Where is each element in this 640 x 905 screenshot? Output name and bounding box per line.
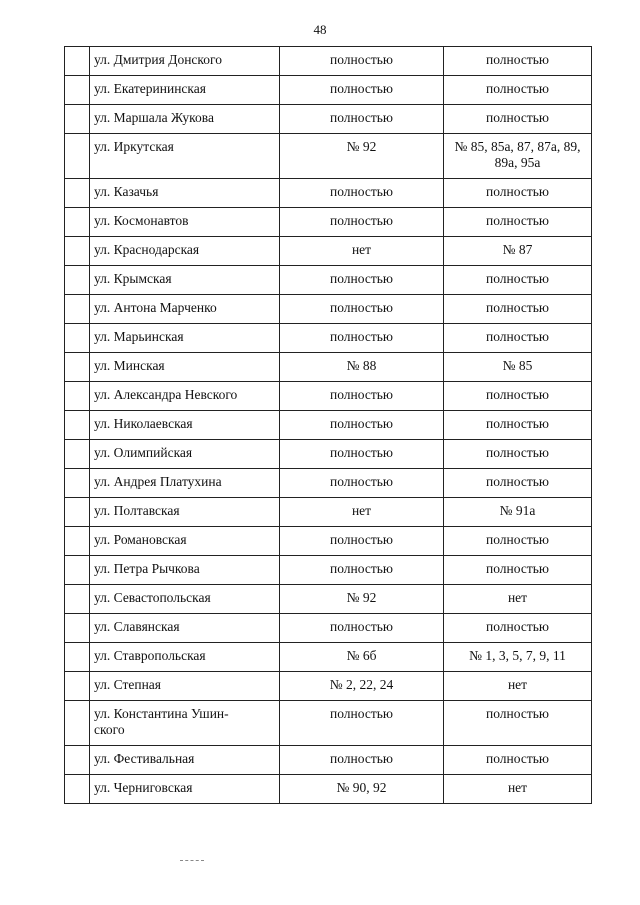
coverage-odd-side: полностью <box>444 556 592 585</box>
coverage-odd-side: полностью <box>444 527 592 556</box>
coverage-odd-side: нет <box>444 585 592 614</box>
street-name: ул. Екатерининская <box>90 76 280 105</box>
table-row <box>65 614 592 643</box>
row-marker-cell <box>65 295 90 324</box>
table-row <box>65 672 592 701</box>
street-name: ул. Олимпийская <box>90 440 280 469</box>
coverage-odd-side: полностью <box>444 469 592 498</box>
row-marker-cell <box>65 324 90 353</box>
coverage-odd-side: полностью <box>444 266 592 295</box>
row-marker-cell <box>65 208 90 237</box>
coverage-even-side: № 92 <box>280 585 444 614</box>
coverage-odd-side: полностью <box>444 614 592 643</box>
table-row <box>65 556 592 585</box>
coverage-even-side: полностью <box>280 76 444 105</box>
street-name: ул. Петра Рычкова <box>90 556 280 585</box>
coverage-odd-side: № 87 <box>444 237 592 266</box>
row-marker-cell <box>65 643 90 672</box>
coverage-even-side: № 92 <box>280 134 444 179</box>
coverage-even-side: № 2, 22, 24 <box>280 672 444 701</box>
table-row <box>65 382 592 411</box>
coverage-even-side: полностью <box>280 105 444 134</box>
coverage-even-side: полностью <box>280 556 444 585</box>
streets-table <box>64 46 592 804</box>
page-number: 48 <box>313 22 327 37</box>
row-marker-cell <box>65 556 90 585</box>
street-name: ул. Антона Марченко <box>90 295 280 324</box>
coverage-even-side: № 88 <box>280 353 444 382</box>
table-row <box>65 775 592 804</box>
row-marker-cell <box>65 237 90 266</box>
row-marker-cell <box>65 469 90 498</box>
coverage-even-side: нет <box>280 237 444 266</box>
table-row <box>65 527 592 556</box>
table-row <box>65 585 592 614</box>
coverage-even-side: полностью <box>280 295 444 324</box>
row-marker-cell <box>65 440 90 469</box>
table-row <box>65 498 592 527</box>
coverage-even-side: полностью <box>280 527 444 556</box>
table-row <box>65 105 592 134</box>
scan-artifact-mark <box>180 860 204 862</box>
coverage-odd-side: № 85 <box>444 353 592 382</box>
table-row <box>65 295 592 324</box>
coverage-even-side: полностью <box>280 179 444 208</box>
coverage-odd-side: нет <box>444 672 592 701</box>
street-name: ул. Романовская <box>90 527 280 556</box>
row-marker-cell <box>65 76 90 105</box>
row-marker-cell <box>65 266 90 295</box>
coverage-odd-side: полностью <box>444 440 592 469</box>
row-marker-cell <box>65 614 90 643</box>
coverage-even-side: полностью <box>280 614 444 643</box>
coverage-even-side: № 90, 92 <box>280 775 444 804</box>
coverage-even-side: полностью <box>280 324 444 353</box>
coverage-even-side: полностью <box>280 469 444 498</box>
table-row <box>65 324 592 353</box>
table-row <box>65 469 592 498</box>
coverage-even-side: полностью <box>280 701 444 746</box>
street-name: ул. Степная <box>90 672 280 701</box>
table-row <box>65 208 592 237</box>
row-marker-cell <box>65 701 90 746</box>
street-name <box>90 701 280 746</box>
street-name: ул. Маршала Жукова <box>90 105 280 134</box>
coverage-odd-side: № 91а <box>444 498 592 527</box>
table-row <box>65 76 592 105</box>
coverage-odd-side: полностью <box>444 179 592 208</box>
street-name: ул. Николаевская <box>90 411 280 440</box>
row-marker-cell <box>65 179 90 208</box>
row-marker-cell <box>65 47 90 76</box>
table-row <box>65 237 592 266</box>
table-row <box>65 701 592 746</box>
street-name: ул. Фестивальная <box>90 746 280 775</box>
street-name: ул. Марьинская <box>90 324 280 353</box>
street-name: ул. Космонавтов <box>90 208 280 237</box>
coverage-odd-side: полностью <box>444 746 592 775</box>
coverage-even-side: полностью <box>280 411 444 440</box>
street-name: ул. Андрея Платухина <box>90 469 280 498</box>
coverage-odd-side: полностью <box>444 324 592 353</box>
street-name: ул. Казачья <box>90 179 280 208</box>
coverage-odd-side: № 1, 3, 5, 7, 9, 11 <box>444 643 592 672</box>
row-marker-cell <box>65 498 90 527</box>
street-name: ул. Иркутская <box>90 134 280 179</box>
coverage-odd-side: полностью <box>444 701 592 746</box>
coverage-odd-side: полностью <box>444 382 592 411</box>
table-row <box>65 266 592 295</box>
street-name: ул. Минская <box>90 353 280 382</box>
coverage-even-side: № 6б <box>280 643 444 672</box>
row-marker-cell <box>65 134 90 179</box>
street-name-text: ул. Константина Ушин-ского <box>94 706 229 737</box>
street-name: ул. Крымская <box>90 266 280 295</box>
coverage-even-side: полностью <box>280 440 444 469</box>
coverage-odd-side: полностью <box>444 411 592 440</box>
coverage-odd-side: полностью <box>444 105 592 134</box>
row-marker-cell <box>65 527 90 556</box>
street-name: ул. Ставропольская <box>90 643 280 672</box>
row-marker-cell <box>65 585 90 614</box>
coverage-even-side: полностью <box>280 208 444 237</box>
table-row <box>65 411 592 440</box>
coverage-even-side: полностью <box>280 746 444 775</box>
street-name: ул. Славянская <box>90 614 280 643</box>
street-name: ул. Краснодарская <box>90 237 280 266</box>
street-name: ул. Севастопольская <box>90 585 280 614</box>
row-marker-cell <box>65 105 90 134</box>
row-marker-cell <box>65 672 90 701</box>
street-name: ул. Полтавская <box>90 498 280 527</box>
coverage-odd-side: полностью <box>444 76 592 105</box>
street-name: ул. Александра Невского <box>90 382 280 411</box>
table-row <box>65 643 592 672</box>
coverage-odd-side: № 85, 85а, 87, 87а, 89, 89а, 95а <box>444 134 592 179</box>
coverage-even-side: нет <box>280 498 444 527</box>
street-name: ул. Черниговская <box>90 775 280 804</box>
coverage-odd-side: полностью <box>444 47 592 76</box>
table-row <box>65 353 592 382</box>
coverage-even-side: полностью <box>280 266 444 295</box>
street-name: ул. Дмитрия Донского <box>90 47 280 76</box>
table-row <box>65 179 592 208</box>
row-marker-cell <box>65 382 90 411</box>
coverage-odd-side: нет <box>444 775 592 804</box>
coverage-even-side: полностью <box>280 382 444 411</box>
row-marker-cell <box>65 411 90 440</box>
row-marker-cell <box>65 746 90 775</box>
table-row <box>65 47 592 76</box>
table-row <box>65 134 592 179</box>
coverage-odd-side: полностью <box>444 295 592 324</box>
table-row <box>65 440 592 469</box>
coverage-even-side: полностью <box>280 47 444 76</box>
table-row <box>65 746 592 775</box>
coverage-odd-side: полностью <box>444 208 592 237</box>
row-marker-cell <box>65 775 90 804</box>
row-marker-cell <box>65 353 90 382</box>
